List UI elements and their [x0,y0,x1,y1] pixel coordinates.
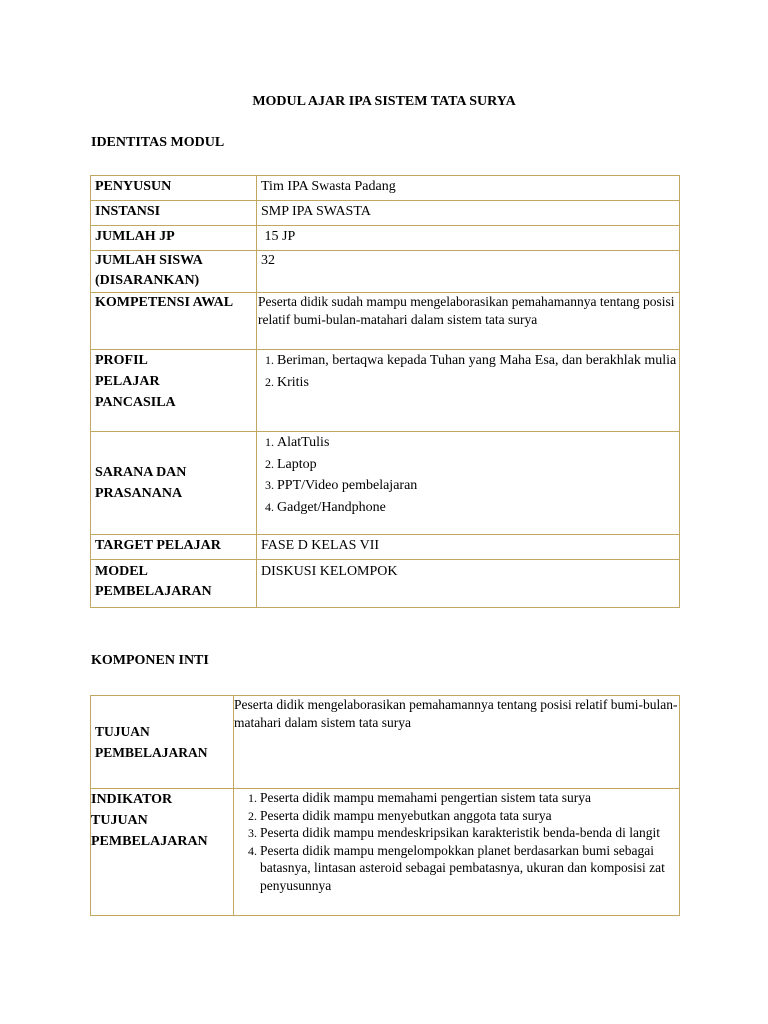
instansi-value: SMP IPA SWASTA [257,201,680,226]
profil-label-line3: PANCASILA [95,395,176,410]
list-item: 4. Peserta didik mampu mengelompokkan planet berdasarkan bumi sebagai batasnya, lintasan asteroid sebagai pembatasnya, ukuran dan komposisi zat penyusunnya [260,842,679,895]
table-row [91,226,680,251]
indikator-label [91,789,234,916]
profil-label-line2: PELAJAR [95,374,160,389]
section-heading-komponen: KOMPONEN INTI [91,653,209,668]
model-label-line2: PEMBELAJARAN [95,584,212,599]
indikator-label-line2: TUJUAN [91,813,148,828]
jumlah-siswa-label-line2: (DISARANKAN) [95,273,200,288]
jumlah-siswa-label [91,251,257,293]
tujuan-label-line1: TUJUAN [95,724,150,739]
table-row [91,350,680,432]
table-row [91,696,680,789]
table-row [91,789,680,916]
penyusun-label: PENYUSUN [91,176,257,201]
table-row [91,176,680,201]
table-row [91,560,680,608]
profil-list-cell [257,350,680,432]
indikator-list-cell [234,789,680,916]
table-row [91,251,680,293]
sarana-label-line2: PRASANANA [95,486,183,501]
list-item: 2. Peserta didik mampu menyebutkan anggota tata surya [260,807,679,825]
sarana-list-cell [257,432,680,535]
kompetensi-awal-value: Peserta didik sudah mampu mengelaborasikan pemahamannya tentang posisi relatif bumi-bulan-matahari dalam sistem tata surya [257,293,680,350]
list-item: 1. Peserta didik mampu memahami pengertian sistem tata surya [260,789,679,807]
model-value: DISKUSI KELOMPOK [257,560,680,608]
profil-label [91,350,257,432]
indikator-label-line3: PEMBELAJARAN [91,834,208,849]
list-item: 2. Laptop [277,454,679,476]
komponen-table [90,695,680,916]
page-title: MODUL AJAR IPA SISTEM TATA SURYA [252,94,516,109]
instansi-label: INSTANSI [91,201,257,226]
list-item: 3. Peserta didik mampu mendeskripsikan karakteristik benda-benda di langit [260,824,679,842]
model-label [91,560,257,608]
jumlah-siswa-label-line1: JUMLAH SISWA [95,253,203,268]
list-item: 1. Beriman, bertaqwa kepada Tuhan yang Maha Esa, dan berakhlak mulia [277,350,679,372]
list-item: 3. PPT/Video pembelajaran [277,475,679,497]
jumlah-siswa-value: 32 [257,251,680,293]
model-label-line1: MODEL [95,564,148,579]
indikator-list [234,789,679,894]
penyusun-value: Tim IPA Swasta Padang [257,176,680,201]
jumlah-jp-value: 15 JP [257,226,680,251]
profil-label-line1: PROFIL [95,353,148,368]
tujuan-label-line2: PEMBELAJARAN [95,745,208,760]
jumlah-jp-label: JUMLAH JP [91,226,257,251]
tujuan-label [91,696,234,789]
sarana-label [91,432,257,535]
indikator-label-line1: INDIKATOR [91,792,173,807]
identitas-table [90,175,680,608]
list-item: 2. Kritis [277,372,679,394]
sarana-list [257,432,679,518]
tujuan-value: Peserta didik mengelaborasikan pemahamannya tentang posisi relatif bumi-bulan-matahari dalam sistem tata surya [234,696,680,789]
target-value: FASE D KELAS VII [257,535,680,560]
table-row [91,535,680,560]
list-item: 1. AlatTulis [277,432,679,454]
section-heading-identitas: IDENTITAS MODUL [91,135,225,150]
table-row [91,201,680,226]
sarana-label-line1: SARANA DAN [95,465,187,480]
table-row [91,293,680,350]
list-item: 4. Gadget/Handphone [277,497,679,519]
profil-list [257,350,679,393]
target-label: TARGET PELAJAR [91,535,257,560]
table-row [91,432,680,535]
kompetensi-awal-label: KOMPETENSI AWAL [91,293,257,350]
